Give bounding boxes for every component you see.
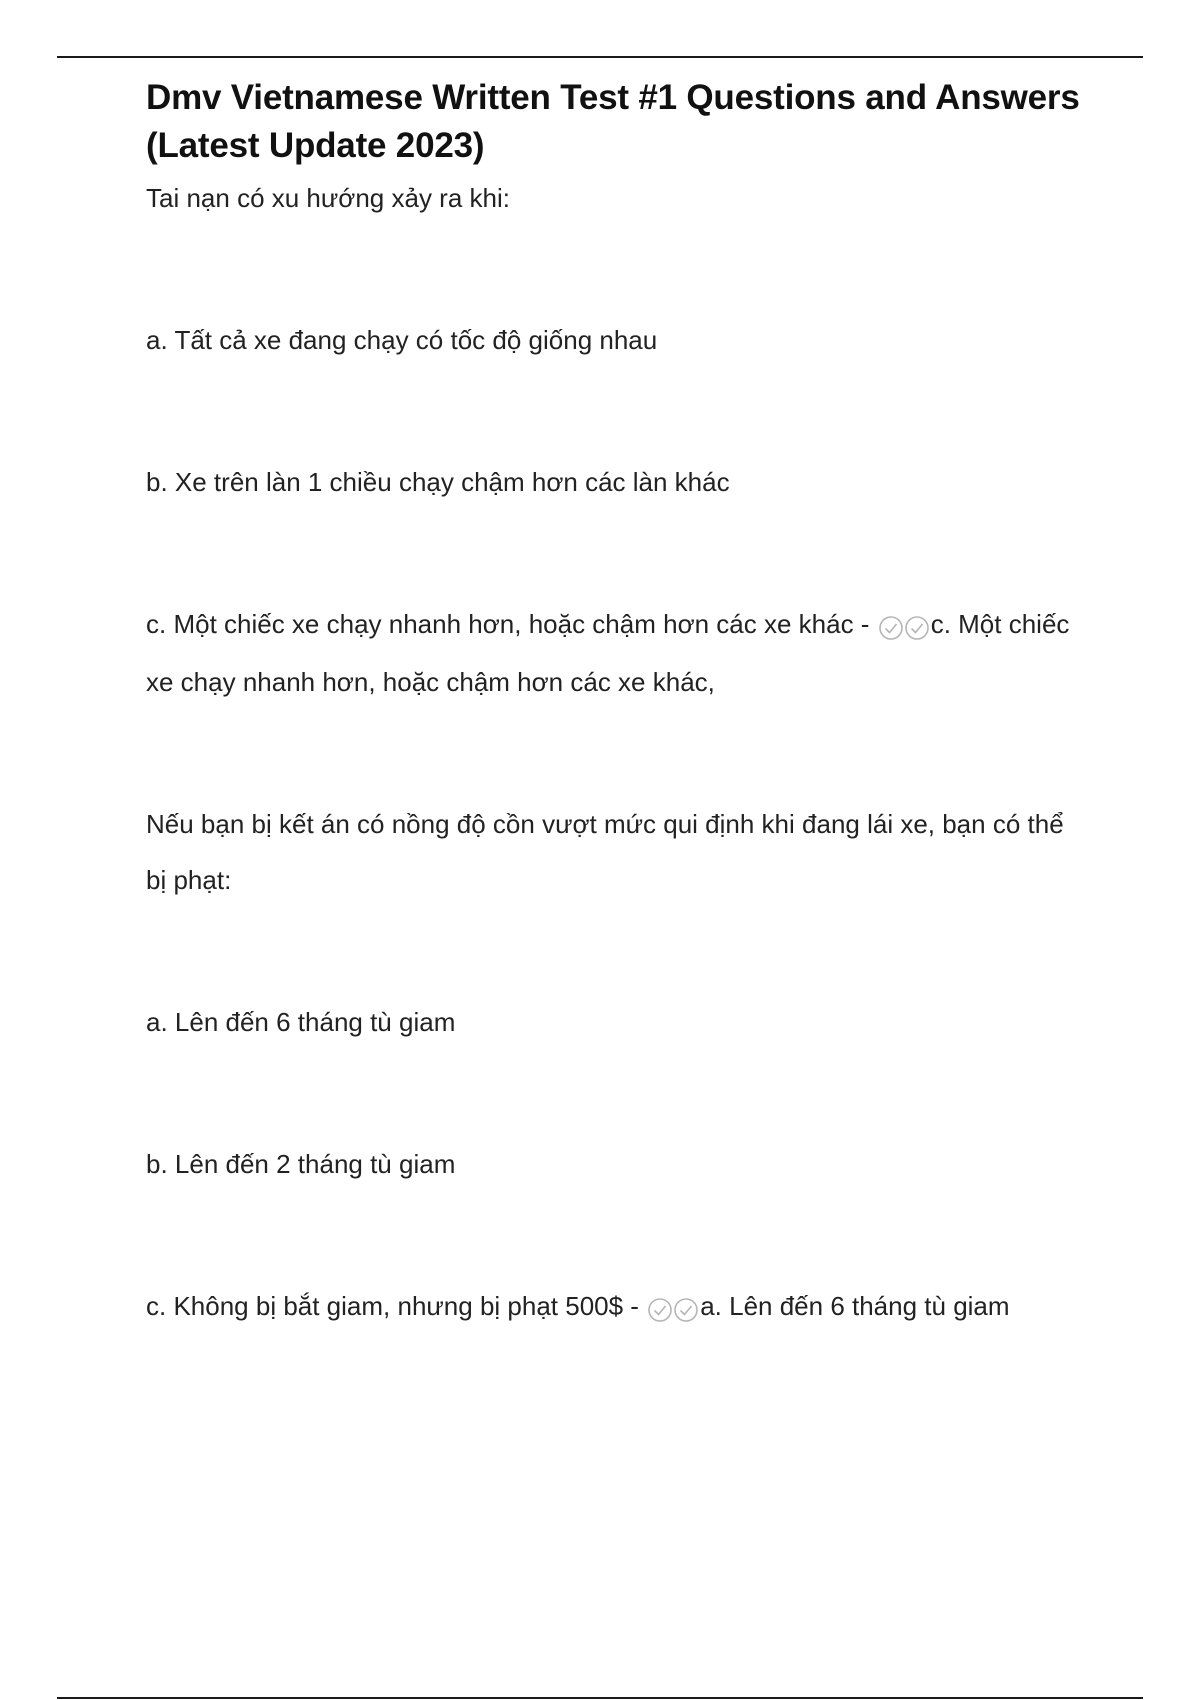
question-1-option-a: a. Tất cả xe đang chạy có tốc độ giống nhau — [146, 325, 658, 355]
question-2-option-b: b. Lên đến 2 tháng tù giam — [146, 1149, 456, 1179]
double-check-icon — [878, 598, 930, 654]
footer-rule — [57, 1697, 1143, 1699]
double-check-icon — [647, 1280, 699, 1336]
header-rule — [57, 56, 1143, 58]
question-1-option-c — [146, 596, 1086, 710]
question-2-option-c-text: c. Không bị bắt giam, nhưng bị phạt 500$ - — [146, 1291, 639, 1321]
question-1-answer: c. Một chiếc xe chạy nhanh hơn, hoặc chậm hơn các xe khác, — [146, 609, 1070, 697]
question-2-option-c — [146, 1278, 1086, 1336]
document-body — [146, 74, 1086, 1336]
question-1-option-b: b. Xe trên làn 1 chiều chạy chậm hơn các làn khác — [146, 467, 730, 497]
question-2-prompt: Nếu bạn bị kết án có nồng độ cồn vượt mức qui định khi đang lái xe, bạn có thể bị phạt: — [146, 809, 1064, 895]
document-title: Dmv Vietnamese Written Test #1 Questions and Answers (Latest Update 2023) — [146, 78, 1080, 165]
question-2-option-a: a. Lên đến 6 tháng tù giam — [146, 1007, 456, 1037]
question-2-answer: a. Lên đến 6 tháng tù giam — [700, 1291, 1010, 1321]
question-1-option-c-text: c. Một chiếc xe chạy nhanh hơn, hoặc chậm hơn các xe khác - — [146, 609, 870, 639]
question-1-prompt: Tai nạn có xu hướng xảy ra khi: — [146, 183, 510, 213]
